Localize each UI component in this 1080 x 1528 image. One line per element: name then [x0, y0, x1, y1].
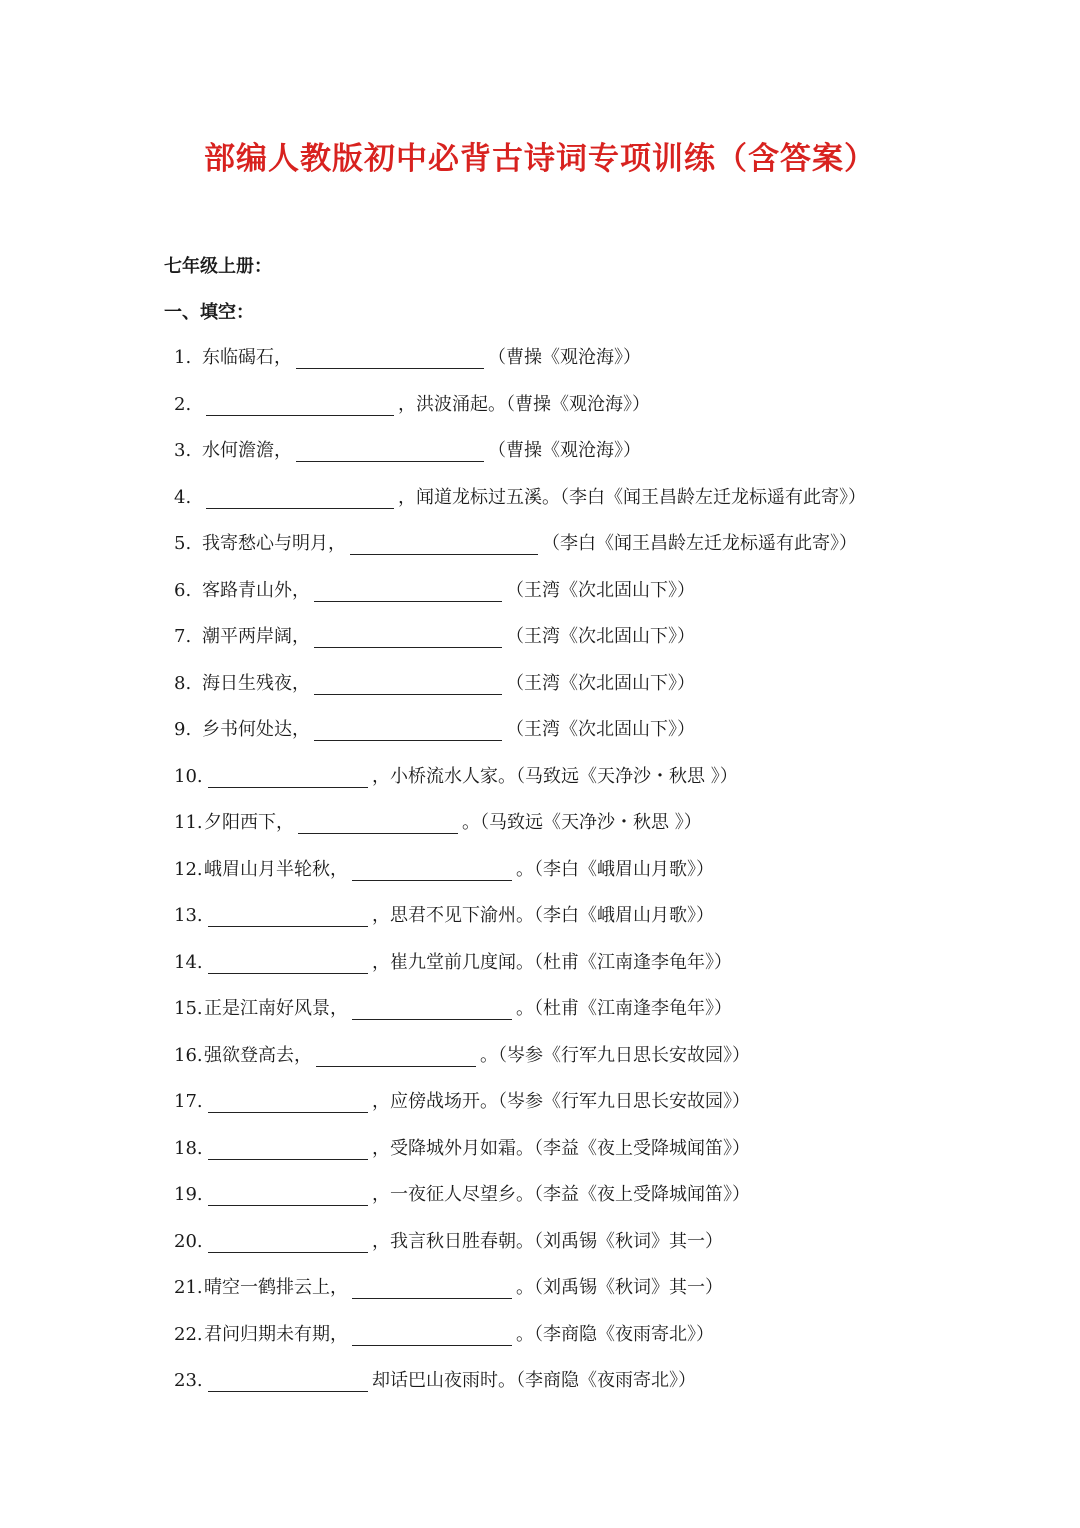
answer-blank[interactable] — [314, 718, 502, 741]
question-11 — [174, 808, 702, 838]
answer-blank[interactable] — [296, 346, 484, 369]
document-title: 部编人教版初中必背古诗词专项训练（含答案） — [204, 141, 876, 177]
question-23 — [174, 1366, 696, 1396]
question-number: 15. — [174, 998, 203, 1019]
question-prefix: 乡书何处达， — [202, 719, 310, 740]
question-number: 12. — [174, 859, 203, 880]
question-6 — [174, 576, 695, 606]
question-number: 14. — [174, 952, 203, 973]
answer-blank[interactable] — [352, 1276, 512, 1299]
question-number: 6. — [174, 580, 192, 601]
question-prefix: 水何澹澹， — [202, 440, 292, 461]
answer-blank[interactable] — [208, 951, 368, 974]
question-suffix: ，一夜征人尽望乡。（李益《夜上受降城闻笛》） — [372, 1184, 750, 1205]
question-5 — [174, 529, 857, 559]
answer-blank[interactable] — [350, 532, 538, 555]
question-suffix: ，崔九堂前几度闻。（杜甫《江南逢李龟年》） — [372, 952, 732, 973]
question-7 — [174, 622, 695, 652]
question-prefix: 夕阳西下， — [204, 812, 294, 833]
question-suffix: 却话巴山夜雨时。（李商隐《夜雨寄北》） — [372, 1370, 696, 1391]
question-19 — [174, 1180, 750, 1210]
question-3 — [174, 436, 641, 466]
answer-blank[interactable] — [208, 1137, 368, 1160]
question-13 — [174, 901, 714, 931]
question-number: 20. — [174, 1231, 203, 1252]
question-9 — [174, 715, 695, 745]
question-prefix: 正是江南好风景， — [204, 998, 348, 1019]
question-8 — [174, 669, 695, 699]
answer-blank[interactable] — [352, 997, 512, 1020]
question-prefix: 东临碣石， — [202, 347, 292, 368]
question-number: 4. — [174, 487, 192, 508]
question-prefix: 海日生残夜， — [202, 673, 310, 694]
section-heading: 一、填空： — [164, 302, 254, 323]
question-suffix: 。（刘禹锡《秋词》其一） — [516, 1277, 723, 1298]
question-number: 13. — [174, 905, 203, 926]
question-18 — [174, 1134, 750, 1164]
answer-blank[interactable] — [208, 1183, 368, 1206]
question-16 — [174, 1041, 750, 1071]
answer-blank[interactable] — [314, 625, 502, 648]
question-number: 3. — [174, 440, 192, 461]
question-suffix: 。（杜甫《江南逢李龟年》） — [516, 998, 732, 1019]
question-prefix: 我寄愁心与明月， — [202, 533, 346, 554]
question-suffix: 。（李白《峨眉山月歌》） — [516, 859, 714, 880]
answer-blank[interactable] — [352, 858, 512, 881]
question-suffix: （王湾《次北固山下》） — [506, 626, 695, 647]
question-number: 21. — [174, 1277, 203, 1298]
question-suffix: ，应傍战场开。（岑参《行军九日思长安故园》） — [372, 1091, 750, 1112]
question-suffix: （王湾《次北固山下》） — [506, 719, 695, 740]
answer-blank[interactable] — [314, 672, 502, 695]
question-suffix: ，小桥流水人家。（马致远《天净沙・秋思 》） — [372, 766, 738, 787]
question-prefix: 君问归期未有期， — [204, 1324, 348, 1345]
question-2 — [174, 390, 650, 420]
answer-blank[interactable] — [208, 765, 368, 788]
question-suffix: 。（李商隐《夜雨寄北》） — [516, 1324, 714, 1345]
question-number: 16. — [174, 1045, 203, 1066]
question-number: 7. — [174, 626, 192, 647]
answer-blank[interactable] — [208, 1090, 368, 1113]
question-number: 18. — [174, 1138, 203, 1159]
question-prefix: 强欲登高去， — [204, 1045, 312, 1066]
question-suffix: 。（岑参《行军九日思长安故园》） — [480, 1045, 750, 1066]
question-prefix: 潮平两岸阔， — [202, 626, 310, 647]
question-20 — [174, 1227, 723, 1257]
question-number: 11. — [174, 812, 203, 833]
question-number: 10. — [174, 766, 203, 787]
question-21 — [174, 1273, 723, 1303]
grade-heading: 七年级上册： — [164, 256, 272, 277]
question-10 — [174, 762, 738, 792]
question-prefix: 峨眉山月半轮秋， — [204, 859, 348, 880]
answer-blank[interactable] — [208, 904, 368, 927]
question-number: 23. — [174, 1370, 203, 1391]
question-suffix: ，洪波涌起。（曹操《观沧海》） — [398, 394, 650, 415]
answer-blank[interactable] — [296, 439, 484, 462]
answer-blank[interactable] — [208, 1230, 368, 1253]
question-suffix: 。（马致远《天净沙・秋思 》） — [462, 812, 702, 833]
question-prefix: 客路青山外， — [202, 580, 310, 601]
question-12 — [174, 855, 714, 885]
answer-blank[interactable] — [316, 1044, 476, 1067]
answer-blank[interactable] — [352, 1323, 512, 1346]
question-suffix: （李白《闻王昌龄左迁龙标遥有此寄》） — [542, 533, 857, 554]
question-number: 1. — [174, 347, 192, 368]
question-suffix: （曹操《观沧海》） — [488, 347, 641, 368]
question-14 — [174, 948, 732, 978]
question-suffix: ，思君不见下渝州。（李白《峨眉山月歌》） — [372, 905, 714, 926]
question-suffix: （王湾《次北固山下》） — [506, 580, 695, 601]
question-number: 19. — [174, 1184, 203, 1205]
question-22 — [174, 1320, 714, 1350]
question-4 — [174, 483, 866, 513]
question-suffix: （曹操《观沧海》） — [488, 440, 641, 461]
answer-blank[interactable] — [206, 486, 394, 509]
question-suffix: （王湾《次北固山下》） — [506, 673, 695, 694]
answer-blank[interactable] — [298, 811, 458, 834]
answer-blank[interactable] — [314, 579, 502, 602]
question-17 — [174, 1087, 750, 1117]
question-number: 5. — [174, 533, 192, 554]
question-suffix: ，闻道龙标过五溪。（李白《闻王昌龄左迁龙标遥有此寄》） — [398, 487, 866, 508]
question-suffix: ，我言秋日胜春朝。（刘禹锡《秋词》其一） — [372, 1231, 723, 1252]
question-prefix: 晴空一鹤排云上， — [204, 1277, 348, 1298]
answer-blank[interactable] — [206, 393, 394, 416]
question-number: 22. — [174, 1324, 203, 1345]
question-suffix: ，受降城外月如霜。（李益《夜上受降城闻笛》） — [372, 1138, 750, 1159]
question-number: 8. — [174, 673, 192, 694]
answer-blank[interactable] — [208, 1369, 368, 1392]
question-1 — [174, 343, 641, 373]
question-number: 2. — [174, 394, 192, 415]
question-15 — [174, 994, 732, 1024]
question-number: 9. — [174, 719, 192, 740]
question-number: 17. — [174, 1091, 203, 1112]
